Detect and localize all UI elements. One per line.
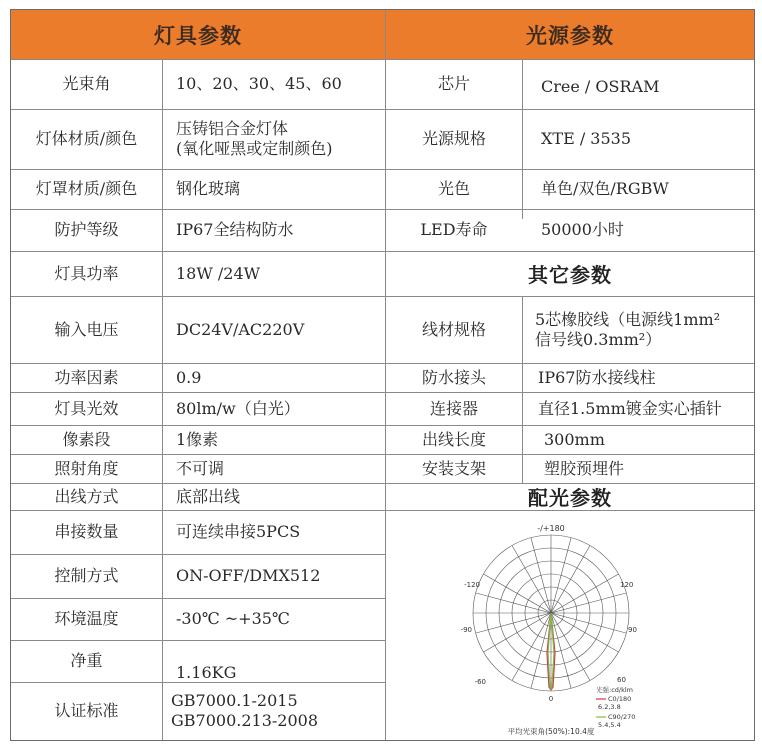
label-waterproof-connector: 防水接头	[421, 367, 486, 387]
label-ip-rating: 防护等级	[54, 220, 119, 239]
value-pixel-segment: 1像素	[176, 429, 219, 449]
label-ambient-temp: 环境温度	[54, 609, 119, 628]
polar-label-top: -/+180	[537, 524, 565, 533]
polar-unit-label: 光强:cd/klm	[596, 686, 633, 694]
label-pixel-segment: 像素段	[62, 429, 111, 449]
label-cable-spec: 线材规格	[421, 319, 486, 339]
polar-label-bottom: 0	[548, 695, 554, 703]
value-control-mode: ON-OFF/DMX512	[176, 566, 321, 585]
value-body-material-line1: 压铸铝合金灯体	[176, 119, 289, 138]
legend-c0-values: 6.2,3.8	[598, 703, 621, 711]
value-cable-length: 300mm	[544, 429, 605, 449]
value-power: 18W /24W	[176, 263, 261, 283]
label-led-life: LED寿命	[420, 220, 488, 239]
value-led-life: 50000小时	[541, 220, 624, 239]
header-light-source-params: 光源参数	[386, 10, 754, 59]
right-column-divider-top	[522, 59, 523, 219]
label-light-color: 光色	[437, 179, 470, 198]
label-body-material: 灯体材质/颜色	[35, 129, 138, 148]
legend-c0-name: C0/180	[608, 695, 632, 703]
value-waterproof-connector: IP67防水接线柱	[538, 367, 656, 387]
label-power-factor: 功率因素	[54, 367, 119, 387]
value-chip: Cree / OSRAM	[541, 77, 660, 96]
label-net-weight: 净重	[70, 651, 103, 670]
label-beam-angle: 光束角	[62, 74, 111, 93]
polar-label-right-60: 60	[617, 676, 626, 684]
polar-label-left-60: -60	[474, 678, 486, 686]
value-cover-material: 钢化玻璃	[176, 179, 241, 198]
label-cable-exit: 出线方式	[54, 486, 119, 506]
left-column-divider	[162, 59, 163, 740]
value-beam-angle: 10、20、30、45、60	[176, 74, 342, 93]
label-certification: 认证标准	[54, 701, 119, 720]
value-cable-spec	[535, 296, 753, 363]
value-body-material	[176, 109, 381, 169]
value-mount-bracket: 塑胶预埋件	[544, 458, 625, 478]
label-control-mode: 控制方式	[54, 566, 119, 585]
label-mount-bracket: 安装支架	[421, 458, 486, 478]
light-distribution-diagram	[388, 519, 638, 741]
value-efficacy: 80lm/w（白光）	[176, 398, 300, 418]
label-efficacy: 灯具光效	[54, 398, 119, 418]
value-power-factor: 0.9	[176, 367, 202, 387]
header-lamp-params: 灯具参数	[11, 10, 385, 59]
section-other-params: 其它参数	[528, 263, 612, 287]
value-certification	[171, 682, 381, 740]
label-input-voltage: 输入电压	[54, 319, 119, 339]
value-series-count: 可连续串接5PCS	[176, 522, 301, 541]
value-input-voltage: DC24V/AC220V	[176, 319, 305, 339]
section-light-distribution: 配光参数	[528, 486, 612, 510]
polar-footer: 平均光束角(50%):10.4度	[507, 727, 595, 736]
value-cable-spec-line2: 信号线0.3mm²）	[535, 329, 662, 349]
label-cable-length: 出线长度	[421, 429, 486, 449]
value-cable-exit: 底部出线	[176, 486, 241, 506]
value-certification-line2: GB7000.213-2008	[171, 711, 319, 730]
legend-c90-values: 5.4,5.4	[598, 721, 621, 729]
value-net-weight: 1.16KG	[176, 663, 237, 682]
value-ip-rating: IP67全结构防水	[176, 220, 294, 239]
value-body-material-line2: (氧化哑黑或定制颜色)	[176, 139, 333, 158]
label-aim-angle: 照射角度	[54, 458, 119, 478]
label-cover-material: 灯罩材质/颜色	[35, 179, 138, 198]
polar-label-right-90: 90	[628, 626, 637, 634]
polar-label-right-120: 120	[620, 581, 634, 589]
label-chip: 芯片	[437, 74, 470, 93]
value-light-color: 单色/双色/RGBW	[541, 179, 669, 198]
value-source-spec: XTE / 3535	[541, 129, 632, 148]
value-ambient-temp: -30℃ ~+35℃	[176, 609, 290, 628]
legend-c90-name: C90/270	[608, 713, 636, 721]
spec-sheet	[10, 9, 755, 741]
value-cable-spec-line1: 5芯橡胶线（电源线1mm²	[535, 309, 721, 329]
label-connector: 连接器	[429, 398, 478, 418]
polar-label-left-120: -120	[464, 581, 480, 589]
label-series-count: 串接数量	[54, 522, 119, 541]
label-power: 灯具功率	[54, 263, 119, 283]
value-connector: 直径1.5mm镀金实心插针	[538, 398, 722, 418]
label-source-spec: 光源规格	[421, 129, 486, 148]
polar-label-left-90: -90	[460, 626, 472, 634]
value-certification-line1: GB7000.1-2015	[171, 691, 298, 710]
value-aim-angle: 不可调	[176, 458, 225, 478]
